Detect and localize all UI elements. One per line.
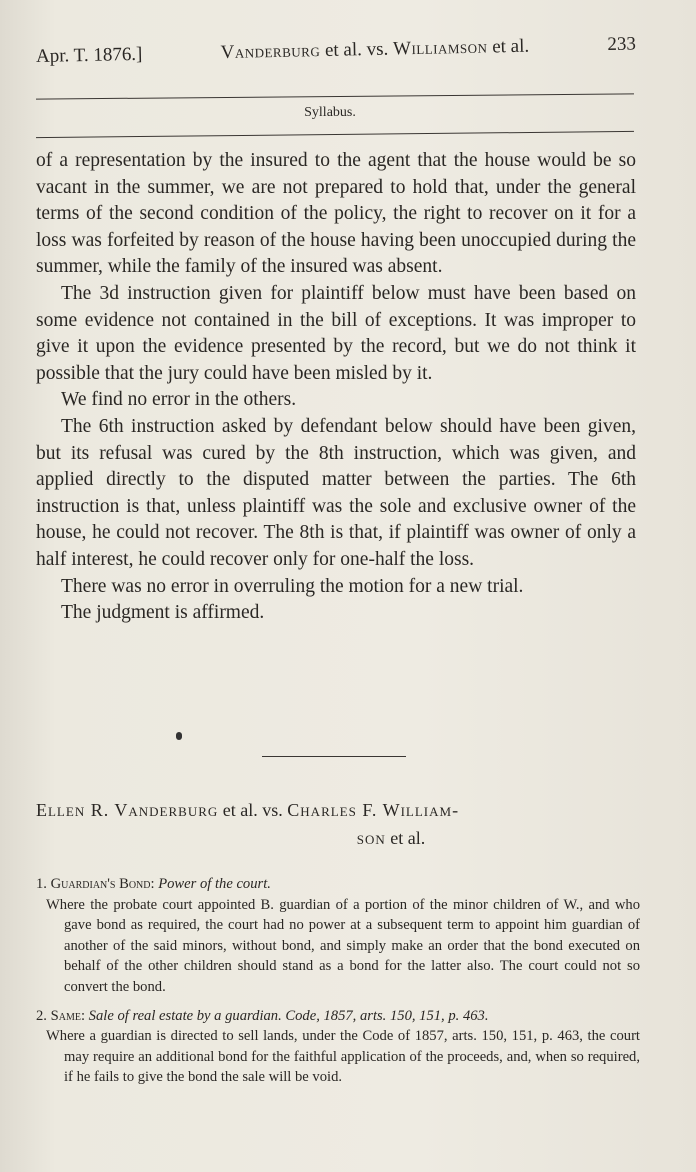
case-title-line-1 [36, 796, 636, 824]
case-versus: et al. vs. [218, 800, 288, 820]
case-title-line-2 [146, 824, 636, 852]
headnote-text: Where the probate court appointed B. guardian of a portion of the minor children of W., and who gave bond as required, the court had no power at a subsequent term to appoint him guardian of another of the said minors, without bond, and simply make an order that the bond executed on behalf of the other children should stand as a bond for the latter also. The court could not so convert the bond. [46, 896, 640, 995]
term-label: Apr. T. 1876.] [35, 43, 143, 67]
headnote-title: Guardian's Bond: [50, 876, 155, 892]
appellee-name-cont: son [356, 828, 386, 848]
case-title [36, 796, 636, 852]
header-rule [36, 93, 634, 99]
opinion-text [36, 148, 636, 627]
case-divider [262, 756, 406, 757]
headnote-number: 1. [36, 876, 47, 892]
headnote-title: Same: [50, 1007, 86, 1024]
running-header [36, 33, 636, 68]
headnote-text: Where a guardian is directed to sell lands, under the Code of 1857, arts. 150, 151, p. 463, the court may require an additional bond for the faithful application of the proceeds, and, when so required, if he fails to give the bond the sale will be void. [46, 1028, 640, 1086]
appellant-name: Ellen R. Vanderburg [36, 800, 219, 820]
header-title [220, 36, 529, 64]
section-label: Syllabus. [304, 105, 356, 120]
header-party-1: Vanderburg [220, 40, 321, 64]
ink-spot [176, 732, 182, 740]
headnote-topic: Power of the court. [158, 876, 271, 892]
headnotes [36, 874, 640, 1096]
section-rule [36, 131, 634, 138]
paragraph: We find no error in the others. [61, 389, 297, 411]
header-conj: et al. vs. [320, 38, 394, 62]
paragraph: of a representation by the insured to the agent that the house would be so vacant in the summer, we are not prepared to hold that, under the general terms of the second condition of the policy, the right to recover on it for a loss was forfeited by reason of the house having been unoccupied during the summer, while the family of the insured was absent. [36, 150, 636, 278]
page-number: 233 [607, 33, 637, 56]
appellee-name: Charles F. William- [287, 800, 460, 820]
headnote-topic: Sale of real estate by a guardian. Code, 1857, arts. 150, 151, p. 463. [88, 1007, 489, 1024]
case-et-al: et al. [385, 828, 426, 848]
paragraph: There was no error in overruling the motion for a new trial. [61, 575, 524, 597]
headnote [36, 874, 640, 998]
paragraph: The judgment is affirmed. [61, 602, 265, 624]
paragraph: The 6th instruction asked by defendant below should have been given, but its refusal was cured by the 8th instruction, which was given, and applied directly to the disputed matter between the parties. The 6th instruction is that, unless plaintiff was the sole and exclusive owner of the house, he could not recover. The 8th is that, if plaintiff was owner of only a half interest, he could recover only for one-half the loss. [36, 415, 636, 570]
paragraph: The 3d instruction given for plaintiff below must have been based on some evidence not contained in the bill of exceptions. It was improper to give it upon the evidence presented by the record, but we do not think it possible that the jury could have been misled by it. [36, 282, 636, 384]
header-et-al: et al. [487, 35, 530, 58]
headnote-heading [36, 874, 640, 895]
headnote-number: 2. [36, 1007, 47, 1024]
header-party-2: Williamson [392, 36, 488, 60]
headnote-heading [36, 1006, 640, 1027]
headnote [36, 1006, 640, 1088]
